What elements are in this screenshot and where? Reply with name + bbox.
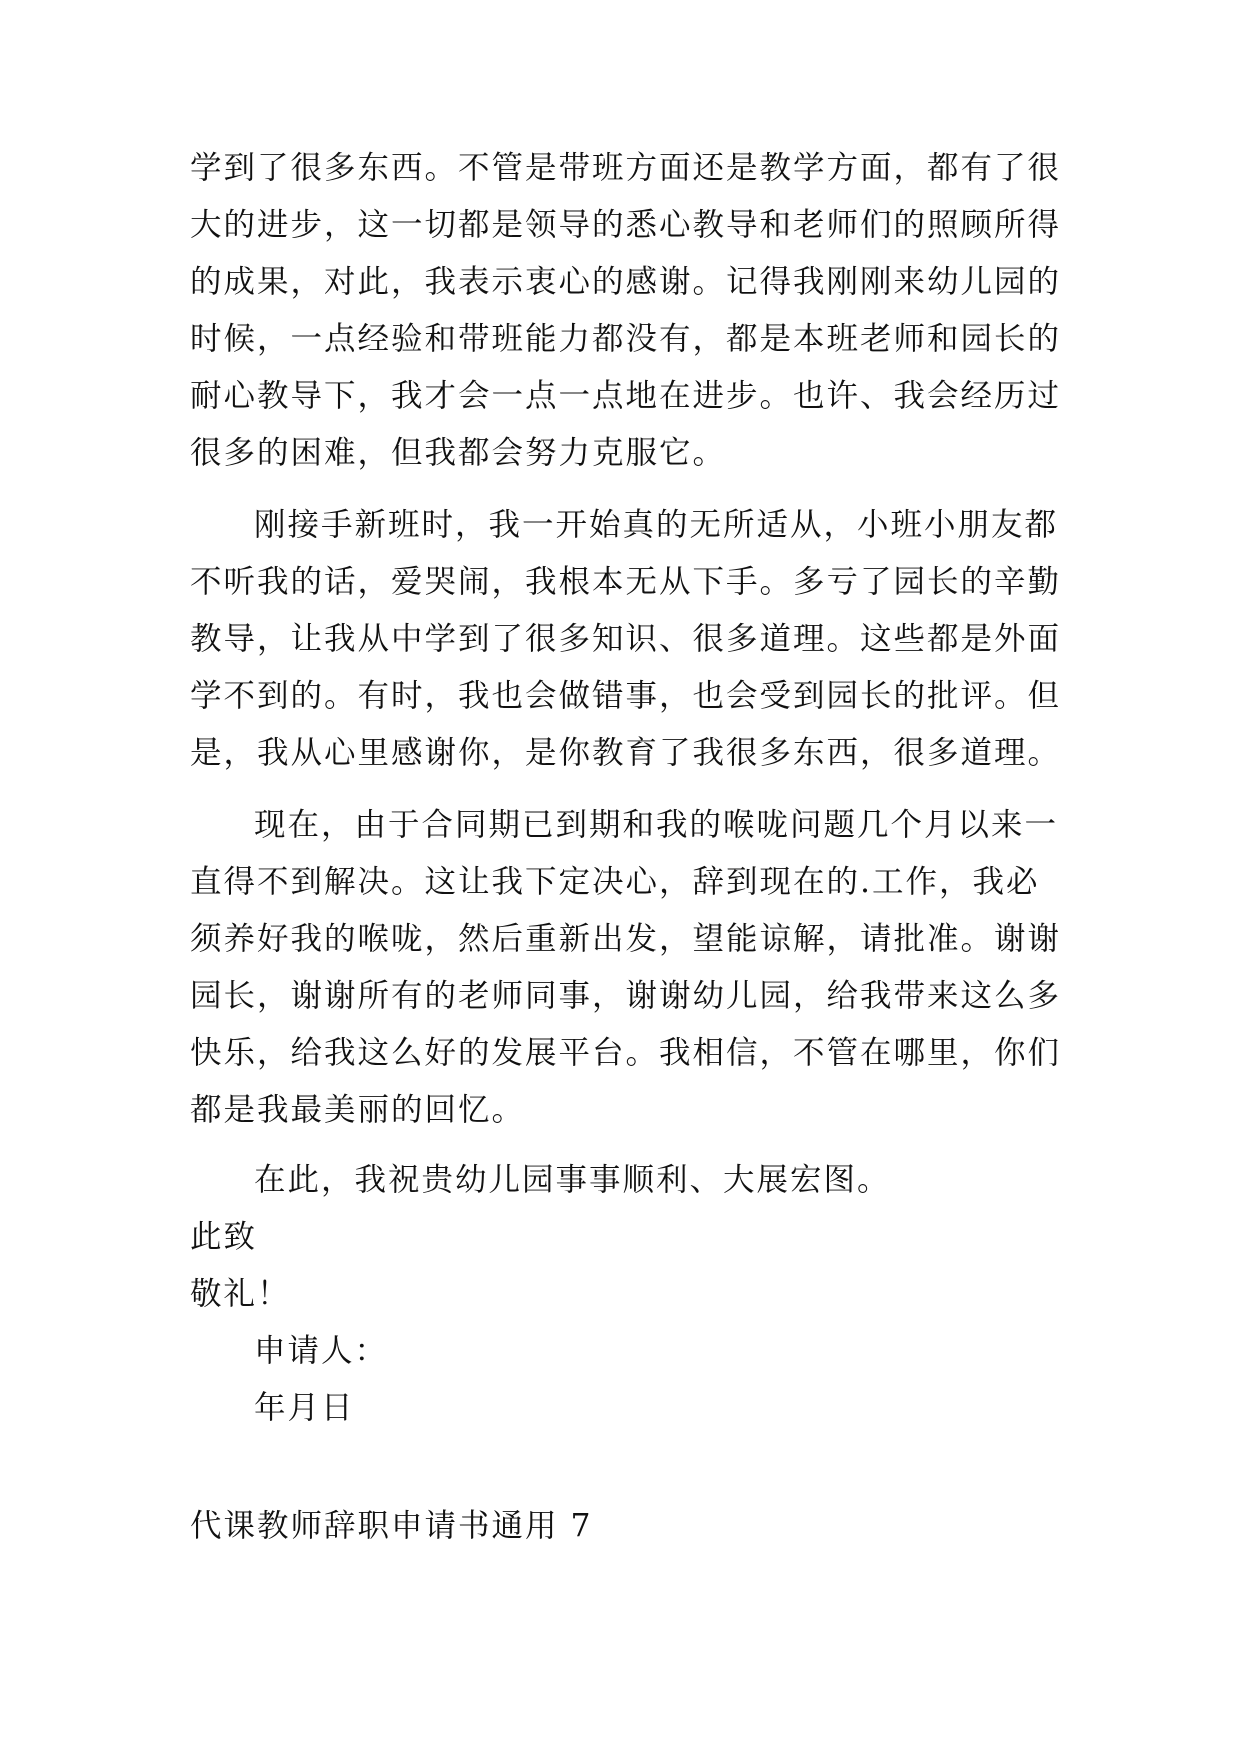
paragraph-1-line-5: 耐心教导下，我才会一点一点地在进步。也许、我会经历过 — [190, 378, 1062, 414]
paragraph-3-line-6: 都是我最美丽的回忆。 — [190, 1092, 526, 1128]
closing-salutation: 此致 — [190, 1219, 258, 1255]
paragraph-1-line-6: 很多的困难，但我都会努力克服它。 — [190, 435, 727, 471]
paragraph-1-line-3: 的成果，对此，我表示衷心的感谢。记得我刚刚来幼儿园的 — [190, 264, 1062, 300]
paragraph-2-line-3: 教导，让我从中学到了很多知识、很多道理。这些都是外面 — [190, 621, 1062, 657]
paragraph-3-line-2: 直得不到解决。这让我下定决心，辞到现在的.工作，我必 — [190, 864, 1040, 900]
next-section-title: 代课教师辞职申请书通用 7 — [190, 1508, 593, 1544]
paragraph-3-line-1: 现在，由于合同期已到期和我的喉咙问题几个月以来一 — [254, 807, 1059, 843]
paragraph-4: 在此，我祝贵幼儿园事事顺利、大展宏图。 — [254, 1162, 891, 1198]
paragraph-1-line-4: 时候，一点经验和带班能力都没有，都是本班老师和园长的 — [190, 321, 1062, 357]
paragraph-1-line-1: 学到了很多东西。不管是带班方面还是教学方面，都有了很 — [190, 150, 1062, 186]
closing-regards: 敬礼！ — [190, 1276, 291, 1312]
paragraph-2-line-1: 刚接手新班时，我一开始真的无所适从，小班小朋友都 — [254, 507, 1059, 543]
applicant-label: 申请人： — [254, 1333, 389, 1369]
paragraph-2-line-5: 是，我从心里感谢你，是你教育了我很多东西，很多道理。 — [190, 735, 1062, 771]
paragraph-3-line-4: 园长，谢谢所有的老师同事，谢谢幼儿园，给我带来这么多 — [190, 978, 1062, 1014]
paragraph-2-line-2: 不听我的话，爱哭闹，我根本无从下手。多亏了园长的辛勤 — [190, 564, 1062, 600]
paragraph-2-line-4: 学不到的。有时，我也会做错事，也会受到园长的批评。但 — [190, 678, 1062, 714]
paragraph-3-line-5: 快乐，给我这么好的发展平台。我相信，不管在哪里，你们 — [190, 1035, 1062, 1071]
paragraph-1-line-2: 大的进步，这一切都是领导的悉心教导和老师们的照顾所得 — [190, 207, 1062, 243]
paragraph-3-line-3: 须养好我的喉咙，然后重新出发，望能谅解，请批准。谢谢 — [190, 921, 1062, 957]
date-label: 年月日 — [254, 1390, 355, 1426]
